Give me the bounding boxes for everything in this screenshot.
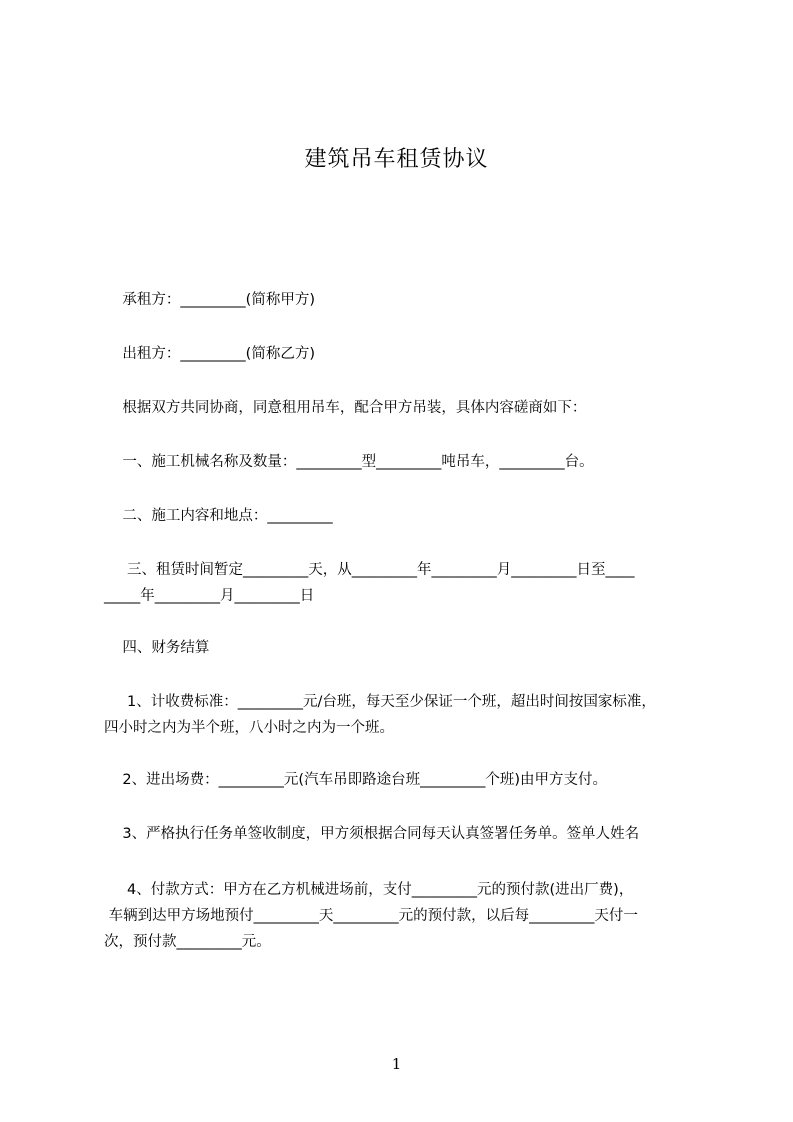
clause-3-line-cont: _____年_________月_________日: [104, 588, 315, 604]
item-1-line-cont: 四小时之内为半个班，八小时之内为一个班。: [104, 720, 394, 736]
item-2-line: 2、进出场费：_________元(汽车吊即路途台班_________个班)由甲方支付。: [104, 772, 607, 788]
item-3-line: 3、严格执行任务单签收制度，甲方须根据合同每天认真签署任务单。签单人姓名: [104, 826, 640, 842]
lessee-line: 承租方：_________(简称甲方): [104, 292, 315, 308]
item-4-line-cont-1: 车辆到达甲方场地预付_________天_________元的预付款，以后每_________天付一: [104, 908, 638, 924]
preamble-line: 根据双方共同协商，同意租用吊车，配合甲方吊装，具体内容磋商如下：: [104, 400, 587, 416]
lessor-line: 出租方：_________(简称乙方): [104, 346, 315, 362]
clause-2-line: 二、施工内容和地点：_________: [104, 508, 333, 524]
item-4-line-cont-2: 次，预付款_________元。: [104, 934, 271, 950]
document-title: 建筑吊车租赁协议: [304, 147, 489, 172]
item-1-line: 1、计收费标准：_________元/台班，每天至少保证一个班，超出时间按国家标准，: [104, 694, 656, 710]
item-4-line: 4、付款方式：甲方在乙方机械进场前，支付_________元的预付款(进出厂费)，: [104, 882, 634, 898]
clause-3-line: 三、租赁时间暂定_________天，从_________年_________月_________日至____: [104, 562, 635, 578]
clause-1-line: 一、施工机械名称及数量：_________型_________吨吊车，_________台。: [104, 454, 594, 470]
page-number: 1: [391, 1055, 402, 1073]
clause-4-heading: 四、财务结算: [104, 640, 210, 656]
